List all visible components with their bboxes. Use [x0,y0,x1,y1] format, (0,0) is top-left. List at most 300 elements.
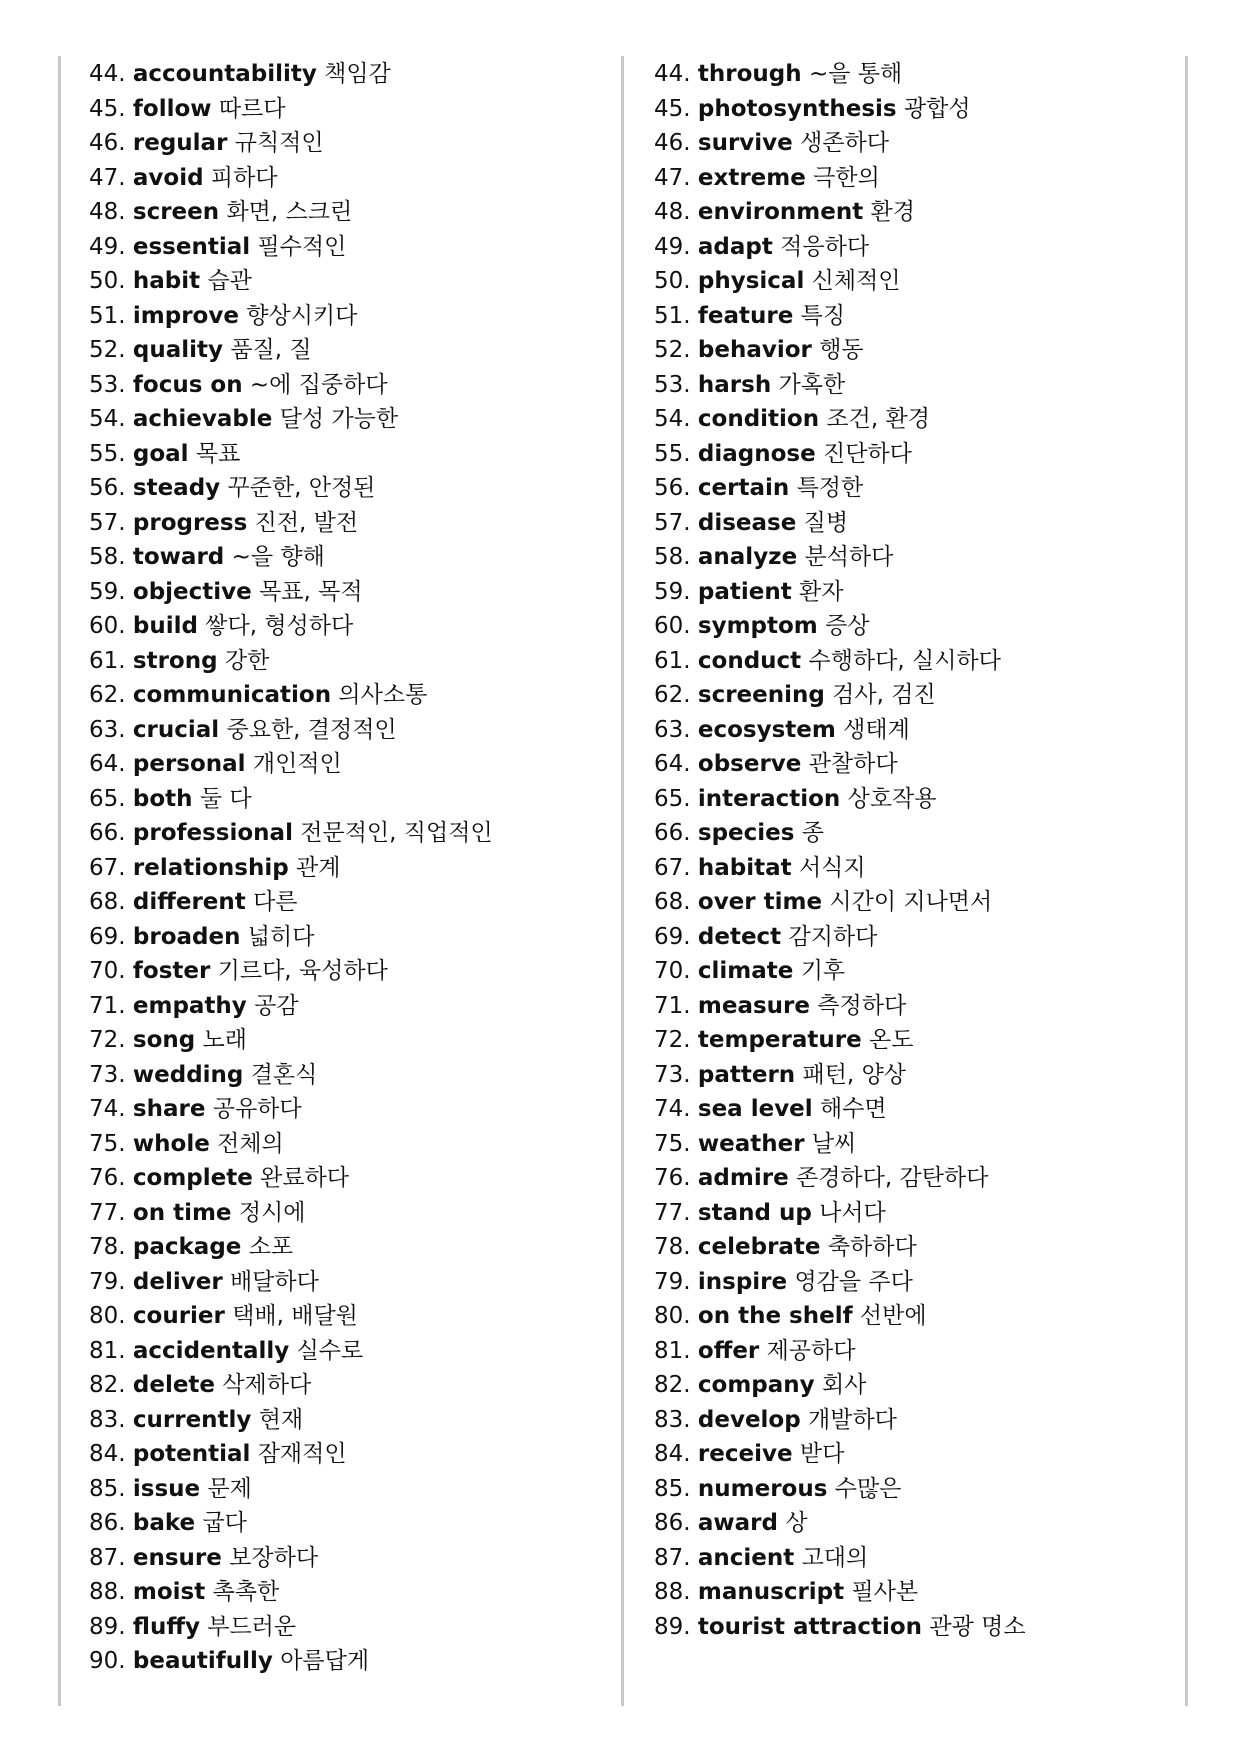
vocab-number: 60. [89,613,126,639]
vocab-item [654,1058,1026,1093]
vocab-number: 65. [89,785,126,812]
vocab-item [654,644,1026,679]
vocab-word: empathy [132,992,247,1019]
vocab-item [89,471,493,506]
vocab-number: 86. [654,1510,691,1536]
vocab-item [89,1403,493,1438]
vocab-word: deliver [132,1268,223,1295]
vocab-word: delete [132,1372,216,1398]
vocab-word: analyze [697,544,798,570]
vocab-meaning: 관광 명소 [929,1613,1026,1640]
vocab-item [654,885,1026,920]
vocab-word: award [697,1510,778,1536]
vocab-word: diagnose [697,440,816,467]
vocab-word: relationship [132,854,289,881]
vocab-word: detect [697,923,782,950]
vocab-item [89,1506,493,1541]
vocab-meaning: 보장하다 [229,1544,319,1571]
vocab-number: 89. [654,1613,691,1640]
vocab-meaning: 완료하다 [260,1165,350,1191]
vocab-meaning: 공유하다 [212,1096,302,1122]
vocab-number: 83. [89,1406,126,1433]
vocab-item [654,954,1026,989]
vocab-word: stand up [697,1199,812,1226]
vocab-item [89,1265,493,1300]
vocab-item [89,540,493,575]
vocab-number: 44. [89,61,126,87]
vocab-word: accidentally [132,1337,290,1364]
vocab-list-right [654,57,1026,1644]
vocab-number: 56. [89,475,126,501]
vocab-word: objective [132,578,252,605]
vocab-meaning: 중요한, 결정적인 [226,716,397,743]
vocab-item [654,506,1026,541]
vocab-number: 70. [654,958,691,984]
vocab-meaning: 상호작용 [847,785,937,812]
vocab-word: disease [697,509,797,536]
vocab-meaning: 관찰하다 [808,751,898,777]
vocab-number: 68. [654,889,691,915]
vocab-item [89,1023,493,1058]
vocab-number: 66. [89,820,126,846]
vocab-number: 70. [89,958,126,984]
vocab-word: screening [697,682,825,708]
vocab-meaning: 극한의 [813,164,880,191]
vocab-number: 66. [654,820,691,846]
vocab-number: 54. [89,406,126,432]
vocab-number: 47. [89,164,126,191]
vocab-number: 80. [89,1303,126,1329]
vocab-word: share [132,1096,206,1122]
vocab-number: 56. [654,475,691,501]
vocab-word: environment [697,199,864,225]
vocab-item [654,230,1026,265]
vocab-word: receive [697,1441,793,1467]
vocab-item [89,1058,493,1093]
vocab-word: goal [132,440,189,467]
vocab-item [654,1265,1026,1300]
vocab-number: 84. [89,1441,126,1467]
vocab-number: 73. [654,1061,691,1088]
vocab-item [654,1196,1026,1231]
vocab-meaning: 굽다 [202,1510,247,1536]
vocab-number: 58. [654,544,691,570]
vocab-number: 47. [654,164,691,191]
vocab-item [89,1437,493,1472]
vocab-word: regular [132,130,228,156]
vocab-item [89,747,493,782]
vocab-meaning: 서식지 [798,854,866,881]
vocab-number: 79. [654,1268,691,1295]
vocab-number: 83. [654,1406,691,1433]
vocab-number: 46. [654,130,691,156]
vocab-meaning: 수많은 [834,1475,902,1502]
vocab-word: celebrate [697,1234,821,1260]
vocab-number: 63. [654,716,691,743]
vocab-number: 73. [89,1061,126,1088]
vocab-word: observe [697,751,802,777]
vocab-word: inspire [697,1268,788,1295]
vocab-meaning: 고대의 [801,1544,869,1571]
vocab-meaning: 품질, 질 [230,337,312,363]
vocab-meaning: 수행하다, 실시하다 [808,647,1001,674]
vocab-word: improve [132,302,239,329]
vocab-meaning: 기르다, 육성하다 [217,958,388,984]
vocab-meaning: 노래 [202,1027,247,1053]
vocab-meaning: 의사소통 [338,682,428,708]
vocab-item [89,1472,493,1507]
vocab-item [654,195,1026,230]
vocab-meaning: 질병 [803,509,849,536]
vocab-word: measure [697,992,810,1019]
vocab-number: 62. [654,682,691,708]
vocab-item [89,644,493,679]
vocab-number: 51. [654,302,691,329]
vocab-word: certain [697,475,790,501]
vocab-meaning: 현재 [258,1406,304,1433]
vocab-number: 72. [89,1027,126,1053]
vocab-number: 72. [654,1027,691,1053]
vocab-meaning: 부드러운 [207,1613,297,1640]
vocab-meaning: 특징 [800,302,846,329]
vocab-number: 69. [89,923,126,950]
vocab-item [654,1023,1026,1058]
vocab-word: accountability [132,61,317,87]
vocab-meaning: 결혼식 [250,1061,318,1088]
vocab-item [654,609,1026,644]
vocab-item [654,57,1026,92]
vocab-meaning: 목표 [195,440,241,467]
vocab-number: 69. [654,923,691,950]
vocab-meaning: 잠재적인 [257,1441,347,1467]
vocab-meaning: 온도 [869,1027,914,1053]
vocab-number: 57. [89,509,126,536]
vocab-word: condition [697,406,820,432]
vocab-number: 88. [654,1579,691,1605]
vocab-meaning: 생태계 [843,716,910,743]
vocab-word: extreme [697,164,806,191]
vocab-meaning: 쌓다, 형성하다 [205,613,354,639]
vocab-item [654,782,1026,817]
vocab-meaning: 진전, 발전 [254,509,359,536]
vocab-meaning: 회사 [821,1372,867,1398]
vocab-number: 80. [654,1303,691,1329]
vocab-meaning: 광합성 [903,95,971,122]
vocab-item [89,1575,493,1610]
vocab-meaning: 진단하다 [823,440,912,467]
vocab-item [89,230,493,265]
vocab-word: achievable [132,406,273,432]
vocab-item [654,540,1026,575]
vocab-meaning: 증상 [825,613,870,639]
vocab-item [654,1610,1026,1645]
vocab-word: offer [697,1337,760,1364]
vocab-word: adapt [697,233,773,260]
vocab-item [654,747,1026,782]
vocab-item [654,989,1026,1024]
vocab-item [654,368,1026,403]
vocab-number: 85. [89,1475,126,1502]
vocab-item [89,506,493,541]
vocab-number: 78. [654,1234,691,1260]
vocab-word: on the shelf [697,1303,853,1329]
vocab-number: 74. [654,1096,691,1122]
vocab-word: pattern [697,1061,796,1088]
vocab-meaning: 생존하다 [800,130,889,156]
vocab-item [654,402,1026,437]
vocab-word: personal [132,751,246,777]
vocab-item [654,713,1026,748]
vocab-item [89,575,493,610]
vocab-number: 64. [89,751,126,777]
vocab-meaning: 습관 [207,268,252,294]
vocab-meaning: 기후 [800,958,846,984]
vocab-item [654,1092,1026,1127]
vocab-number: 86. [89,1510,126,1536]
vocab-number: 71. [89,992,126,1019]
vocab-item [89,1610,493,1645]
vocab-word: feature [697,302,794,329]
vocab-item [654,299,1026,334]
vocab-item [89,437,493,472]
vocab-list-left [89,57,493,1679]
vocab-item [89,299,493,334]
vocab-word: wedding [132,1061,244,1088]
vocab-meaning: 상 [785,1510,808,1536]
vocab-word: sea level [697,1096,813,1122]
vocab-number: 87. [89,1544,126,1571]
vocab-item [654,920,1026,955]
vocab-word: screen [132,199,220,225]
vocab-item [654,471,1026,506]
vocab-item [654,161,1026,196]
vocab-number: 76. [654,1165,691,1191]
vocab-word: avoid [132,164,204,191]
vocab-item [654,1403,1026,1438]
vocab-item [89,264,493,299]
vocab-word: develop [697,1406,801,1433]
vocab-word: temperature [697,1027,862,1053]
vocab-word: complete [132,1165,253,1191]
vocab-item [89,1368,493,1403]
vocab-item [654,1299,1026,1334]
vocab-number: 82. [89,1372,126,1398]
vocab-word: communication [132,682,332,708]
vocab-item [654,816,1026,851]
vocab-number: 52. [89,337,126,363]
column-divider-left [58,56,61,1706]
vocab-number: 48. [654,199,691,225]
vocab-item [654,1368,1026,1403]
vocab-word: steady [132,475,221,501]
vocab-meaning: 삭제하다 [222,1372,312,1398]
vocab-item [89,1161,493,1196]
vocab-meaning: 측정하다 [817,992,907,1019]
vocab-meaning: 적응하다 [780,233,870,260]
vocab-meaning: 조건, 환경 [826,406,930,432]
vocab-number: 58. [89,544,126,570]
vocab-number: 54. [654,406,691,432]
vocab-word: courier [132,1303,225,1329]
vocab-meaning: 감지하다 [788,923,878,950]
vocab-item [89,333,493,368]
vocab-meaning: 피하다 [210,164,278,191]
vocab-item [654,575,1026,610]
vocab-number: 77. [654,1199,691,1226]
vocab-word: bake [132,1510,196,1536]
vocab-number: 49. [89,233,126,260]
vocab-meaning: 필수적인 [257,233,347,260]
vocab-item [89,1196,493,1231]
vocab-meaning: 전문적인, 직업적인 [300,820,493,846]
column-divider-right [1185,56,1188,1706]
vocab-meaning: 종 [801,820,824,846]
vocab-meaning: 규칙적인 [234,130,324,156]
vocab-item [89,161,493,196]
vocab-number: 75. [89,1130,126,1157]
vocab-meaning: 택배, 배달원 [232,1303,358,1329]
vocab-number: 57. [654,509,691,536]
vocab-word: different [132,889,246,915]
vocab-number: 49. [654,233,691,260]
vocab-word: company [697,1372,815,1398]
vocab-number: 51. [89,302,126,329]
vocab-meaning: 제공하다 [766,1337,856,1364]
vocab-meaning: 검사, 검진 [832,682,936,708]
vocab-word: foster [132,958,211,984]
vocab-number: 81. [89,1337,126,1364]
vocab-meaning: 전체의 [217,1130,284,1157]
vocab-word: conduct [697,647,802,674]
vocab-number: 90. [89,1648,126,1674]
vocab-item [654,1575,1026,1610]
vocab-word: quality [132,337,224,363]
vocab-meaning: 개인적인 [252,751,342,777]
vocab-number: 45. [89,95,126,122]
vocab-word: species [697,820,795,846]
vocab-word: habitat [697,854,792,881]
vocab-meaning: 화면, 스크린 [226,199,353,225]
vocab-number: 67. [89,854,126,881]
vocab-word: harsh [697,371,772,398]
vocab-word: both [132,785,193,812]
vocab-number: 45. [654,95,691,122]
vocab-number: 67. [654,854,691,881]
vocab-number: 74. [89,1096,126,1122]
vocab-meaning: 따르다 [218,95,286,122]
vocab-word: moist [132,1579,206,1605]
vocab-item [89,885,493,920]
vocab-item [654,92,1026,127]
vocab-word: toward [132,544,225,570]
vocab-word: focus on [132,371,243,398]
column-divider-middle [621,56,624,1706]
vocab-meaning: 달성 가능한 [279,406,399,432]
vocab-meaning: ~을 통해 [808,61,903,87]
vocab-number: 60. [654,613,691,639]
vocab-number: 55. [654,440,691,467]
vocab-number: 87. [654,1544,691,1571]
vocab-number: 71. [654,992,691,1019]
vocab-item [89,920,493,955]
vocab-word: symptom [697,613,818,639]
vocab-meaning: 꾸준한, 안정된 [227,475,376,501]
vocab-meaning: 나서다 [819,1199,886,1226]
vocab-meaning: 향상시키다 [246,302,358,329]
vocab-word: issue [132,1475,201,1502]
vocab-number: 75. [654,1130,691,1157]
vocab-meaning: 소포 [248,1234,294,1260]
vocab-meaning: 받다 [799,1441,845,1467]
vocab-item [89,1299,493,1334]
vocab-word: ancient [697,1544,795,1571]
vocab-meaning: 실수로 [296,1337,364,1364]
vocab-number: 82. [654,1372,691,1398]
vocab-item [654,1334,1026,1369]
vocab-meaning: ~에 집중하다 [249,371,388,398]
vocab-number: 65. [654,785,691,812]
vocab-item [654,126,1026,161]
vocab-number: 62. [89,682,126,708]
vocab-meaning: 분석하다 [804,544,894,570]
vocab-meaning: 다른 [253,889,298,915]
vocab-meaning: 강한 [224,647,270,674]
vocab-word: essential [132,233,251,260]
vocab-word: through [697,61,802,87]
vocab-number: 63. [89,716,126,743]
vocab-meaning: ~을 향해 [231,544,325,570]
vocab-word: professional [132,820,293,846]
vocab-meaning: 신체적인 [811,268,901,294]
vocab-number: 61. [89,647,126,674]
vocab-word: whole [132,1130,210,1157]
vocab-meaning: 필사본 [851,1579,919,1605]
vocab-word: survive [697,130,793,156]
vocab-meaning: 목표, 목적 [259,578,363,605]
vocab-meaning: 패턴, 양상 [802,1061,906,1088]
vocab-number: 89. [89,1613,126,1640]
vocab-word: admire [697,1165,789,1191]
vocab-item [654,1472,1026,1507]
vocab-item [654,1230,1026,1265]
vocab-item [89,816,493,851]
vocab-meaning: 공감 [254,992,299,1019]
vocab-number: 61. [654,647,691,674]
vocab-item [654,1127,1026,1162]
vocab-meaning: 촉촉한 [212,1579,280,1605]
vocab-item [89,195,493,230]
vocab-item [89,851,493,886]
vocab-item [654,678,1026,713]
vocab-number: 55. [89,440,126,467]
vocab-word: numerous [697,1475,828,1502]
vocab-number: 59. [89,578,126,605]
vocab-item [89,1334,493,1369]
vocab-word: currently [132,1406,252,1433]
vocab-number: 53. [654,371,691,398]
vocab-meaning: 가혹한 [778,371,846,398]
vocab-item [89,368,493,403]
vocab-item [89,92,493,127]
vocab-meaning: 환자 [799,578,844,605]
vocab-number: 76. [89,1165,126,1191]
vocab-number: 52. [654,337,691,363]
vocab-meaning: 문제 [207,1475,252,1502]
vocab-meaning: 영감을 주다 [794,1268,913,1295]
vocab-word: habit [132,268,201,294]
vocab-number: 59. [654,578,691,605]
vocab-number: 85. [654,1475,691,1502]
